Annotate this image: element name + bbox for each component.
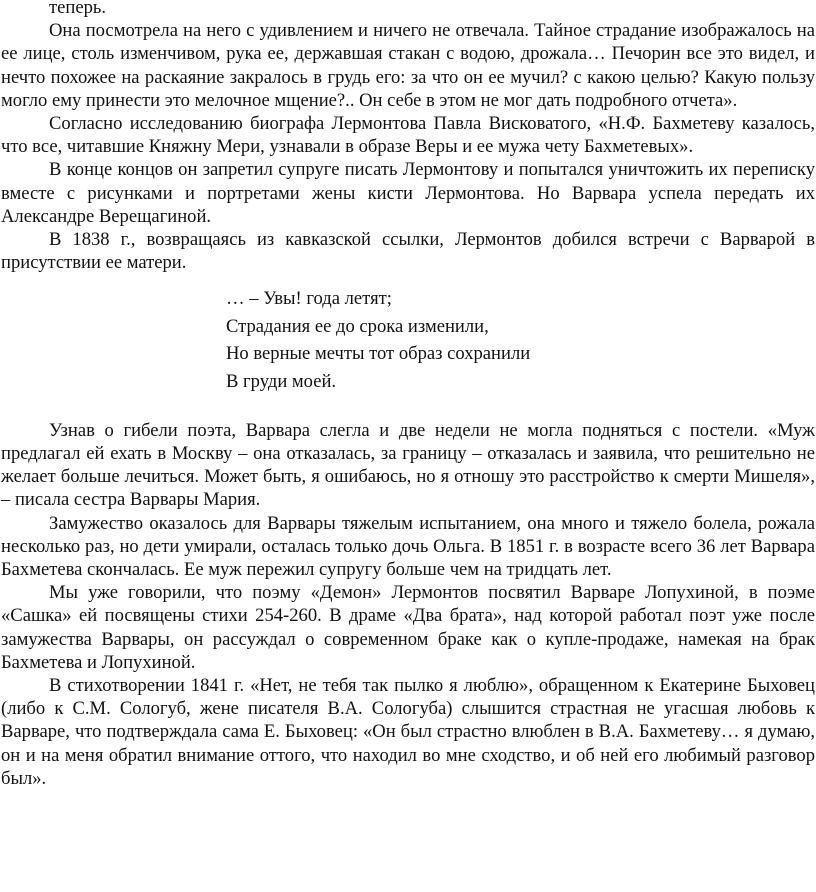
paragraph-continuation: теперь. (49, 0, 107, 18)
paragraph-pechorin: Она посмотрела на него с удивлением и ничего не отвечала. Тайное страдание изображалось на ее лице, столь изменчивом, рука ее, державшая стакан с водою, дрожала… Печорин все это видел, и нечто похожее на раскаяние закралось в грудь его: за что он ее мучил? с какою целью? Какую пользу могло ему принести это мелочное мщение?.. Он себе в этом не мог дать подробного отчета». (1, 20, 815, 111)
paragraph-forbade-writing: В конце концов он запретил супруге писать Лермонтову и попытался уничтожить их переписку вместе с рисунками и портретами жены кисти Лермонтова. Но Варвара успела передать их Александре Верещагиной. (1, 159, 815, 227)
document-body (1, 0, 815, 790)
paragraph-meeting-1838: В 1838 г., возвращаясь из кавказской ссылки, Лермонтов добился встречи с Варварой в присутствии ее матери. (1, 229, 815, 274)
poem-line: … – Увы! года летят; (226, 288, 392, 310)
paragraph-poem-1841: В стихотворении 1841 г. «Нет, не тебя так пылко я люблю», обращенном к Екатерине Быховец (либо к С.М. Сологуб, жене писателя В.А. Сологуба) слышится страстная не угасшая любовь к Варваре, что подтверждала сама Е. Быховец: «Он был страстно влюблен в В.А. Бахметеву… я думаю, он и на меня обратил внимание оттого, что находил во мне сходство, и об ней его любимый разговор был». (1, 675, 815, 789)
paragraph-demon-poem: Мы уже говорили, что поэму «Демон» Лермонтов посвятил Варваре Лопухиной, в поэме «Сашка» ей посвящены стихи 254-260. В драме «Два брата», над которой работал поэт уже после замужества Варвары, он рассуждал о современном браке как о купле-продаже, намекая на брак Бахметева и Лопухиной. (1, 582, 815, 673)
poem-line: В груди моей. (226, 370, 337, 392)
poem-quote (226, 287, 815, 392)
paragraph-marriage: Замужество оказалось для Варвары тяжелым испытанием, она много и тяжело болела, рожала несколько раз, но дети умирали, осталась только дочь Ольга. В 1851 г. в возрасте всего 36 лет Варвара Бахметева скончалась. Ее муж пережил супругу больше чем на тридцать лет. (1, 512, 815, 581)
paragraph-poet-death: Узнав о гибели поэта, Варвара слегла и две недели не могла подняться с постели. «Муж предлагал ей ехать в Москву – она отказалась, за границу – отказалась и заявила, что решительно не желает больше лечиться. Может быть, я ошибаюсь, но я отношу это расстройство к смерти Мишеля», – писала сестра Варвары Мария. (1, 419, 815, 511)
poem-line: Но верные мечты тот образ сохранили (226, 343, 531, 365)
paragraph-viskovatov: Согласно исследованию биографа Лермонтова Павла Висковатого, «Н.Ф. Бахметеву казалось, что все, читавшие Княжну Мери, узнавали в образе Веры и ее мужа чету Бахметевых». (1, 113, 815, 158)
poem-line: Страдания ее до срока изменили, (226, 315, 489, 337)
